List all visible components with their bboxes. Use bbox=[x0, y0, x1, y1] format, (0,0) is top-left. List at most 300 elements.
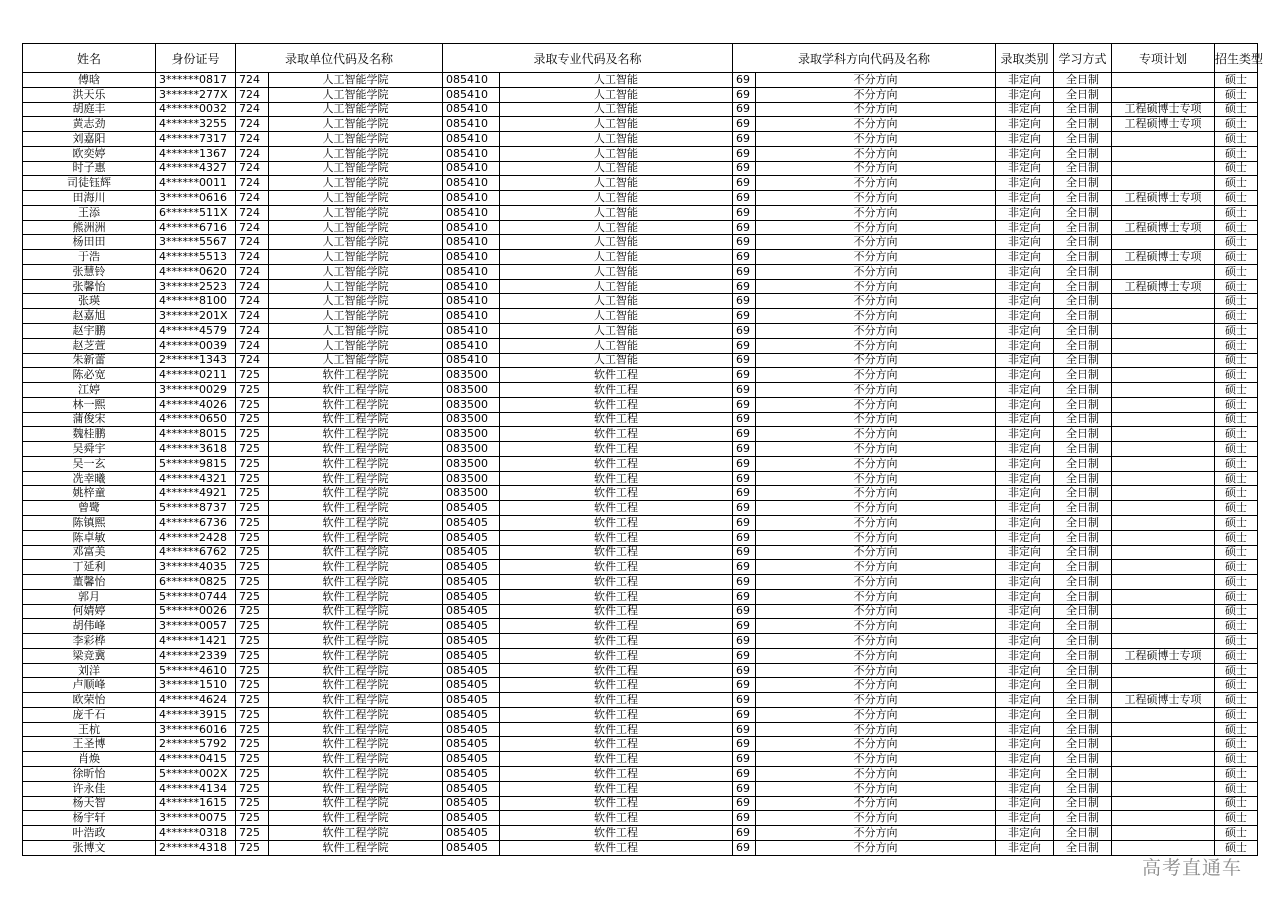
cell-special-plan bbox=[1112, 235, 1215, 250]
cell-id-number: 4******0032 bbox=[156, 102, 236, 117]
cell-id-number: 4******0318 bbox=[156, 826, 236, 841]
cell-enroll-type: 硕士 bbox=[1215, 840, 1258, 855]
cell-direction-name: 不分方向 bbox=[756, 575, 996, 590]
cell-unit-name: 软件工程学院 bbox=[269, 471, 443, 486]
cell-major-name: 软件工程 bbox=[500, 427, 733, 442]
cell-study-mode: 全日制 bbox=[1054, 353, 1112, 368]
cell-special-plan: 工程硕博士专项 bbox=[1112, 191, 1215, 206]
cell-major-name: 软件工程 bbox=[500, 811, 733, 826]
cell-category: 非定向 bbox=[996, 442, 1054, 457]
cell-enroll-type: 硕士 bbox=[1215, 383, 1258, 398]
cell-special-plan bbox=[1112, 324, 1215, 339]
cell-major-name: 人工智能 bbox=[500, 161, 733, 176]
cell-direction-code: 69 bbox=[733, 663, 756, 678]
cell-special-plan bbox=[1112, 264, 1215, 279]
cell-category: 非定向 bbox=[996, 707, 1054, 722]
cell-study-mode: 全日制 bbox=[1054, 840, 1112, 855]
cell-name: 傅晗 bbox=[23, 73, 156, 88]
header-major: 录取专业代码及名称 bbox=[443, 44, 733, 73]
cell-id-number: 4******4579 bbox=[156, 324, 236, 339]
cell-direction-name: 不分方向 bbox=[756, 811, 996, 826]
cell-unit-name: 软件工程学院 bbox=[269, 826, 443, 841]
cell-id-number: 4******4026 bbox=[156, 397, 236, 412]
header-category: 录取类别 bbox=[996, 44, 1054, 73]
cell-study-mode: 全日制 bbox=[1054, 752, 1112, 767]
table-row bbox=[23, 648, 1258, 663]
cell-unit-code: 725 bbox=[236, 604, 269, 619]
cell-unit-code: 725 bbox=[236, 840, 269, 855]
cell-id-number: 4******7317 bbox=[156, 132, 236, 147]
cell-study-mode: 全日制 bbox=[1054, 560, 1112, 575]
cell-category: 非定向 bbox=[996, 324, 1054, 339]
cell-major-code: 085405 bbox=[443, 840, 500, 855]
cell-name: 肖焕 bbox=[23, 752, 156, 767]
cell-major-name: 人工智能 bbox=[500, 294, 733, 309]
cell-unit-code: 725 bbox=[236, 752, 269, 767]
cell-direction-name: 不分方向 bbox=[756, 324, 996, 339]
cell-direction-name: 不分方向 bbox=[756, 619, 996, 634]
cell-unit-code: 724 bbox=[236, 338, 269, 353]
cell-direction-name: 不分方向 bbox=[756, 560, 996, 575]
cell-study-mode: 全日制 bbox=[1054, 397, 1112, 412]
cell-direction-code: 69 bbox=[733, 840, 756, 855]
cell-study-mode: 全日制 bbox=[1054, 648, 1112, 663]
cell-major-code: 085405 bbox=[443, 530, 500, 545]
cell-category: 非定向 bbox=[996, 220, 1054, 235]
cell-major-name: 软件工程 bbox=[500, 471, 733, 486]
cell-id-number: 3******0057 bbox=[156, 619, 236, 634]
cell-category: 非定向 bbox=[996, 737, 1054, 752]
cell-id-number: 4******3255 bbox=[156, 117, 236, 132]
cell-unit-name: 软件工程学院 bbox=[269, 560, 443, 575]
cell-major-name: 软件工程 bbox=[500, 530, 733, 545]
cell-special-plan bbox=[1112, 471, 1215, 486]
cell-direction-code: 69 bbox=[733, 250, 756, 265]
cell-special-plan bbox=[1112, 634, 1215, 649]
cell-major-name: 软件工程 bbox=[500, 486, 733, 501]
cell-name: 赵芝萱 bbox=[23, 338, 156, 353]
cell-id-number: 4******6762 bbox=[156, 545, 236, 560]
cell-enroll-type: 硕士 bbox=[1215, 397, 1258, 412]
cell-direction-name: 不分方向 bbox=[756, 235, 996, 250]
cell-name: 胡庭丰 bbox=[23, 102, 156, 117]
cell-direction-code: 69 bbox=[733, 235, 756, 250]
cell-enroll-type: 硕士 bbox=[1215, 826, 1258, 841]
cell-id-number: 4******4327 bbox=[156, 161, 236, 176]
cell-special-plan: 工程硕博士专项 bbox=[1112, 117, 1215, 132]
cell-enroll-type: 硕士 bbox=[1215, 693, 1258, 708]
cell-special-plan bbox=[1112, 294, 1215, 309]
cell-special-plan bbox=[1112, 205, 1215, 220]
cell-study-mode: 全日制 bbox=[1054, 693, 1112, 708]
cell-direction-code: 69 bbox=[733, 205, 756, 220]
cell-major-name: 软件工程 bbox=[500, 545, 733, 560]
cell-unit-name: 软件工程学院 bbox=[269, 678, 443, 693]
cell-study-mode: 全日制 bbox=[1054, 545, 1112, 560]
cell-unit-name: 人工智能学院 bbox=[269, 309, 443, 324]
cell-major-code: 085410 bbox=[443, 294, 500, 309]
table-row bbox=[23, 840, 1258, 855]
cell-unit-name: 人工智能学院 bbox=[269, 294, 443, 309]
table-row bbox=[23, 309, 1258, 324]
cell-study-mode: 全日制 bbox=[1054, 191, 1112, 206]
cell-direction-name: 不分方向 bbox=[756, 309, 996, 324]
cell-direction-name: 不分方向 bbox=[756, 368, 996, 383]
cell-major-name: 软件工程 bbox=[500, 663, 733, 678]
cell-major-code: 085405 bbox=[443, 752, 500, 767]
cell-category: 非定向 bbox=[996, 132, 1054, 147]
cell-enroll-type: 硕士 bbox=[1215, 87, 1258, 102]
cell-unit-code: 725 bbox=[236, 471, 269, 486]
table-row bbox=[23, 545, 1258, 560]
cell-category: 非定向 bbox=[996, 811, 1054, 826]
cell-direction-name: 不分方向 bbox=[756, 752, 996, 767]
cell-special-plan bbox=[1112, 146, 1215, 161]
cell-enroll-type: 硕士 bbox=[1215, 471, 1258, 486]
cell-direction-name: 不分方向 bbox=[756, 471, 996, 486]
cell-id-number: 3******1510 bbox=[156, 678, 236, 693]
header-unit: 录取单位代码及名称 bbox=[236, 44, 443, 73]
table-row bbox=[23, 530, 1258, 545]
cell-name: 杨宇轩 bbox=[23, 811, 156, 826]
cell-study-mode: 全日制 bbox=[1054, 486, 1112, 501]
cell-direction-code: 69 bbox=[733, 456, 756, 471]
cell-special-plan bbox=[1112, 545, 1215, 560]
table-row bbox=[23, 663, 1258, 678]
cell-major-name: 人工智能 bbox=[500, 235, 733, 250]
cell-study-mode: 全日制 bbox=[1054, 205, 1112, 220]
cell-direction-name: 不分方向 bbox=[756, 501, 996, 516]
cell-major-name: 软件工程 bbox=[500, 693, 733, 708]
cell-study-mode: 全日制 bbox=[1054, 722, 1112, 737]
cell-major-code: 085410 bbox=[443, 73, 500, 88]
table-row bbox=[23, 781, 1258, 796]
cell-special-plan bbox=[1112, 663, 1215, 678]
cell-category: 非定向 bbox=[996, 634, 1054, 649]
cell-major-code: 085405 bbox=[443, 707, 500, 722]
cell-category: 非定向 bbox=[996, 117, 1054, 132]
table-row bbox=[23, 678, 1258, 693]
cell-enroll-type: 硕士 bbox=[1215, 604, 1258, 619]
cell-enroll-type: 硕士 bbox=[1215, 707, 1258, 722]
cell-category: 非定向 bbox=[996, 161, 1054, 176]
cell-direction-code: 69 bbox=[733, 575, 756, 590]
cell-id-number: 5******002X bbox=[156, 766, 236, 781]
cell-unit-name: 软件工程学院 bbox=[269, 604, 443, 619]
cell-direction-code: 69 bbox=[733, 146, 756, 161]
cell-id-number: 4******1421 bbox=[156, 634, 236, 649]
cell-enroll-type: 硕士 bbox=[1215, 678, 1258, 693]
cell-name: 张瑛 bbox=[23, 294, 156, 309]
cell-special-plan bbox=[1112, 397, 1215, 412]
cell-name: 叶浩政 bbox=[23, 826, 156, 841]
cell-direction-code: 69 bbox=[733, 589, 756, 604]
cell-unit-name: 人工智能学院 bbox=[269, 235, 443, 250]
cell-study-mode: 全日制 bbox=[1054, 338, 1112, 353]
cell-direction-code: 69 bbox=[733, 397, 756, 412]
cell-unit-name: 软件工程学院 bbox=[269, 840, 443, 855]
table-row bbox=[23, 161, 1258, 176]
cell-direction-name: 不分方向 bbox=[756, 840, 996, 855]
cell-enroll-type: 硕士 bbox=[1215, 102, 1258, 117]
cell-direction-code: 69 bbox=[733, 279, 756, 294]
cell-unit-code: 724 bbox=[236, 146, 269, 161]
cell-category: 非定向 bbox=[996, 722, 1054, 737]
cell-study-mode: 全日制 bbox=[1054, 324, 1112, 339]
cell-unit-code: 724 bbox=[236, 220, 269, 235]
cell-name: 吴舜宇 bbox=[23, 442, 156, 457]
cell-major-name: 人工智能 bbox=[500, 264, 733, 279]
cell-major-name: 软件工程 bbox=[500, 796, 733, 811]
cell-major-name: 人工智能 bbox=[500, 117, 733, 132]
table-row bbox=[23, 486, 1258, 501]
cell-study-mode: 全日制 bbox=[1054, 589, 1112, 604]
cell-major-name: 软件工程 bbox=[500, 766, 733, 781]
cell-special-plan bbox=[1112, 604, 1215, 619]
cell-major-code: 085410 bbox=[443, 205, 500, 220]
cell-unit-name: 软件工程学院 bbox=[269, 722, 443, 737]
cell-study-mode: 全日制 bbox=[1054, 176, 1112, 191]
cell-name: 欧奕婷 bbox=[23, 146, 156, 161]
cell-direction-name: 不分方向 bbox=[756, 634, 996, 649]
table-row bbox=[23, 515, 1258, 530]
cell-unit-name: 软件工程学院 bbox=[269, 368, 443, 383]
cell-special-plan bbox=[1112, 132, 1215, 147]
cell-enroll-type: 硕士 bbox=[1215, 648, 1258, 663]
cell-major-code: 085405 bbox=[443, 545, 500, 560]
table-row bbox=[23, 353, 1258, 368]
cell-study-mode: 全日制 bbox=[1054, 707, 1112, 722]
cell-major-code: 085405 bbox=[443, 811, 500, 826]
cell-major-code: 085410 bbox=[443, 235, 500, 250]
cell-name: 杨天智 bbox=[23, 796, 156, 811]
cell-unit-name: 软件工程学院 bbox=[269, 737, 443, 752]
cell-name: 徐昕怡 bbox=[23, 766, 156, 781]
cell-direction-name: 不分方向 bbox=[756, 589, 996, 604]
cell-enroll-type: 硕士 bbox=[1215, 73, 1258, 88]
cell-direction-name: 不分方向 bbox=[756, 146, 996, 161]
table-row bbox=[23, 117, 1258, 132]
cell-direction-name: 不分方向 bbox=[756, 383, 996, 398]
table-row bbox=[23, 383, 1258, 398]
cell-direction-code: 69 bbox=[733, 781, 756, 796]
cell-enroll-type: 硕士 bbox=[1215, 250, 1258, 265]
cell-major-code: 085410 bbox=[443, 250, 500, 265]
cell-direction-name: 不分方向 bbox=[756, 117, 996, 132]
cell-major-code: 085410 bbox=[443, 146, 500, 161]
cell-special-plan bbox=[1112, 811, 1215, 826]
cell-direction-code: 69 bbox=[733, 634, 756, 649]
cell-category: 非定向 bbox=[996, 146, 1054, 161]
cell-major-name: 软件工程 bbox=[500, 397, 733, 412]
cell-id-number: 4******4321 bbox=[156, 471, 236, 486]
cell-special-plan bbox=[1112, 427, 1215, 442]
cell-unit-code: 725 bbox=[236, 486, 269, 501]
cell-unit-name: 人工智能学院 bbox=[269, 176, 443, 191]
cell-major-code: 085405 bbox=[443, 648, 500, 663]
cell-direction-code: 69 bbox=[733, 442, 756, 457]
cell-unit-name: 软件工程学院 bbox=[269, 589, 443, 604]
cell-major-name: 人工智能 bbox=[500, 102, 733, 117]
cell-name: 江婷 bbox=[23, 383, 156, 398]
table-row bbox=[23, 619, 1258, 634]
cell-direction-code: 69 bbox=[733, 87, 756, 102]
cell-special-plan bbox=[1112, 530, 1215, 545]
cell-direction-name: 不分方向 bbox=[756, 397, 996, 412]
cell-unit-code: 725 bbox=[236, 796, 269, 811]
cell-special-plan bbox=[1112, 176, 1215, 191]
cell-unit-code: 724 bbox=[236, 176, 269, 191]
cell-direction-name: 不分方向 bbox=[756, 796, 996, 811]
cell-unit-name: 软件工程学院 bbox=[269, 501, 443, 516]
cell-major-name: 软件工程 bbox=[500, 442, 733, 457]
cell-unit-name: 软件工程学院 bbox=[269, 397, 443, 412]
cell-major-name: 软件工程 bbox=[500, 383, 733, 398]
cell-direction-name: 不分方向 bbox=[756, 279, 996, 294]
cell-category: 非定向 bbox=[996, 826, 1054, 841]
cell-unit-code: 725 bbox=[236, 397, 269, 412]
cell-special-plan bbox=[1112, 766, 1215, 781]
cell-direction-name: 不分方向 bbox=[756, 205, 996, 220]
cell-unit-code: 724 bbox=[236, 264, 269, 279]
table-row bbox=[23, 368, 1258, 383]
cell-direction-name: 不分方向 bbox=[756, 87, 996, 102]
table-row bbox=[23, 73, 1258, 88]
cell-unit-code: 725 bbox=[236, 826, 269, 841]
cell-direction-code: 69 bbox=[733, 117, 756, 132]
cell-name: 张慧铃 bbox=[23, 264, 156, 279]
cell-direction-code: 69 bbox=[733, 722, 756, 737]
cell-unit-code: 725 bbox=[236, 589, 269, 604]
cell-enroll-type: 硕士 bbox=[1215, 353, 1258, 368]
cell-special-plan bbox=[1112, 161, 1215, 176]
cell-name: 刘嘉阳 bbox=[23, 132, 156, 147]
cell-id-number: 4******4624 bbox=[156, 693, 236, 708]
cell-unit-code: 724 bbox=[236, 87, 269, 102]
table-row bbox=[23, 397, 1258, 412]
table-row bbox=[23, 294, 1258, 309]
cell-direction-code: 69 bbox=[733, 191, 756, 206]
cell-direction-name: 不分方向 bbox=[756, 132, 996, 147]
cell-id-number: 3******277X bbox=[156, 87, 236, 102]
cell-direction-code: 69 bbox=[733, 161, 756, 176]
cell-major-code: 083500 bbox=[443, 427, 500, 442]
cell-special-plan bbox=[1112, 737, 1215, 752]
cell-major-name: 人工智能 bbox=[500, 146, 733, 161]
cell-category: 非定向 bbox=[996, 456, 1054, 471]
cell-unit-code: 724 bbox=[236, 279, 269, 294]
table-row bbox=[23, 220, 1258, 235]
cell-unit-code: 724 bbox=[236, 309, 269, 324]
table-row bbox=[23, 560, 1258, 575]
cell-enroll-type: 硕士 bbox=[1215, 279, 1258, 294]
cell-id-number: 5******4610 bbox=[156, 663, 236, 678]
cell-special-plan bbox=[1112, 707, 1215, 722]
cell-direction-name: 不分方向 bbox=[756, 678, 996, 693]
cell-major-name: 人工智能 bbox=[500, 309, 733, 324]
cell-name: 胡伟峰 bbox=[23, 619, 156, 634]
cell-name: 姚梓童 bbox=[23, 486, 156, 501]
cell-enroll-type: 硕士 bbox=[1215, 235, 1258, 250]
cell-direction-name: 不分方向 bbox=[756, 338, 996, 353]
cell-category: 非定向 bbox=[996, 648, 1054, 663]
cell-major-code: 085405 bbox=[443, 693, 500, 708]
table-row bbox=[23, 102, 1258, 117]
cell-major-code: 085405 bbox=[443, 619, 500, 634]
cell-major-code: 085405 bbox=[443, 515, 500, 530]
cell-study-mode: 全日制 bbox=[1054, 383, 1112, 398]
cell-category: 非定向 bbox=[996, 530, 1054, 545]
cell-enroll-type: 硕士 bbox=[1215, 515, 1258, 530]
cell-unit-code: 724 bbox=[236, 205, 269, 220]
table-row bbox=[23, 87, 1258, 102]
cell-major-code: 085405 bbox=[443, 501, 500, 516]
cell-major-code: 085410 bbox=[443, 87, 500, 102]
cell-id-number: 2******5792 bbox=[156, 737, 236, 752]
cell-major-code: 083500 bbox=[443, 412, 500, 427]
cell-major-code: 085405 bbox=[443, 781, 500, 796]
cell-special-plan: 工程硕博士专项 bbox=[1112, 250, 1215, 265]
cell-major-code: 085405 bbox=[443, 634, 500, 649]
cell-category: 非定向 bbox=[996, 250, 1054, 265]
cell-direction-name: 不分方向 bbox=[756, 766, 996, 781]
cell-unit-code: 725 bbox=[236, 693, 269, 708]
cell-id-number: 4******6716 bbox=[156, 220, 236, 235]
table-row bbox=[23, 604, 1258, 619]
table-row bbox=[23, 707, 1258, 722]
cell-enroll-type: 硕士 bbox=[1215, 338, 1258, 353]
cell-name: 杨田田 bbox=[23, 235, 156, 250]
admission-table bbox=[22, 43, 1264, 856]
cell-name: 蒲俊宋 bbox=[23, 412, 156, 427]
cell-major-name: 软件工程 bbox=[500, 737, 733, 752]
cell-unit-name: 软件工程学院 bbox=[269, 530, 443, 545]
table-row bbox=[23, 264, 1258, 279]
cell-id-number: 4******8015 bbox=[156, 427, 236, 442]
cell-major-name: 软件工程 bbox=[500, 501, 733, 516]
cell-major-name: 软件工程 bbox=[500, 456, 733, 471]
cell-category: 非定向 bbox=[996, 560, 1054, 575]
table-row bbox=[23, 338, 1258, 353]
cell-name: 何婧婷 bbox=[23, 604, 156, 619]
cell-study-mode: 全日制 bbox=[1054, 766, 1112, 781]
cell-study-mode: 全日制 bbox=[1054, 575, 1112, 590]
cell-enroll-type: 硕士 bbox=[1215, 575, 1258, 590]
cell-unit-code: 725 bbox=[236, 737, 269, 752]
cell-direction-name: 不分方向 bbox=[756, 442, 996, 457]
cell-study-mode: 全日制 bbox=[1054, 515, 1112, 530]
cell-unit-name: 软件工程学院 bbox=[269, 634, 443, 649]
cell-study-mode: 全日制 bbox=[1054, 619, 1112, 634]
cell-unit-name: 软件工程学院 bbox=[269, 545, 443, 560]
cell-direction-name: 不分方向 bbox=[756, 604, 996, 619]
cell-enroll-type: 硕士 bbox=[1215, 752, 1258, 767]
cell-unit-name: 人工智能学院 bbox=[269, 338, 443, 353]
cell-special-plan bbox=[1112, 722, 1215, 737]
cell-unit-code: 725 bbox=[236, 648, 269, 663]
cell-name: 许永佳 bbox=[23, 781, 156, 796]
cell-category: 非定向 bbox=[996, 235, 1054, 250]
cell-major-code: 085405 bbox=[443, 796, 500, 811]
cell-enroll-type: 硕士 bbox=[1215, 545, 1258, 560]
cell-id-number: 3******201X bbox=[156, 309, 236, 324]
cell-unit-name: 软件工程学院 bbox=[269, 383, 443, 398]
header-name: 姓名 bbox=[23, 44, 156, 73]
table-row bbox=[23, 796, 1258, 811]
cell-unit-code: 724 bbox=[236, 235, 269, 250]
cell-unit-name: 软件工程学院 bbox=[269, 648, 443, 663]
cell-name: 张博文 bbox=[23, 840, 156, 855]
